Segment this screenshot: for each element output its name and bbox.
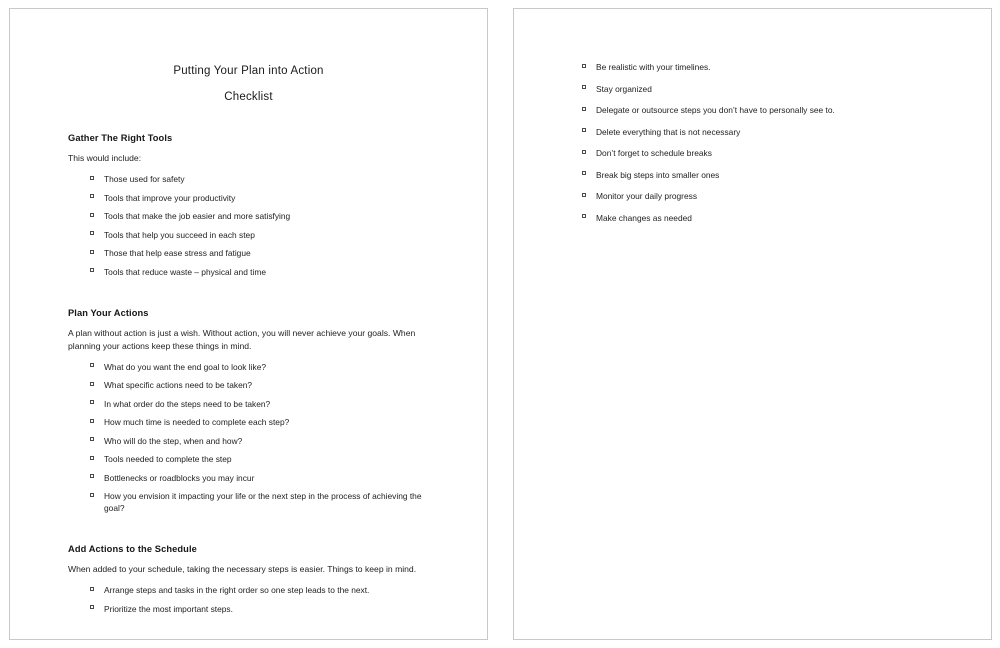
document-page-2[interactable] [513, 8, 992, 640]
list-item-text: Who will do the step, when and how? [104, 435, 243, 446]
list-item [90, 416, 439, 428]
list-item [90, 266, 439, 278]
square-bullet-icon [90, 268, 94, 272]
square-bullet-icon [90, 213, 94, 217]
list-item [582, 83, 926, 95]
square-bullet-icon [90, 605, 94, 609]
list-item [582, 190, 926, 202]
list-item [582, 61, 926, 73]
list-item [90, 490, 439, 514]
list-item [90, 192, 439, 204]
list-item-text: Prioritize the most important steps. [104, 603, 233, 614]
section-heading: Gather The Right Tools [68, 133, 173, 143]
list-item [90, 398, 439, 410]
list-item [90, 361, 439, 373]
list-item [90, 379, 439, 391]
square-bullet-icon [582, 193, 586, 197]
square-bullet-icon [582, 64, 586, 68]
section-heading: Add Actions to the Schedule [68, 544, 197, 554]
list-item [90, 472, 439, 484]
square-bullet-icon [582, 214, 586, 218]
square-bullet-icon [90, 176, 94, 180]
section-plan-your-actions [68, 308, 439, 515]
square-bullet-icon [90, 419, 94, 423]
list-item [582, 147, 926, 159]
checklist-items [68, 173, 439, 278]
document-page-1[interactable] [9, 8, 488, 640]
list-item-text: How you envision it impacting your life or the next step in the process of achieving the goal? [104, 491, 422, 513]
list-item [582, 212, 926, 224]
list-item [90, 584, 439, 596]
page-2-content [514, 61, 991, 640]
list-item-text: Tools that improve your productivity [104, 192, 236, 203]
list-item-text: Tools that make the job easier and more satisfying [104, 211, 291, 221]
checklist-items [582, 61, 951, 224]
square-bullet-icon [90, 456, 94, 460]
checklist-items [68, 584, 439, 615]
square-bullet-icon [90, 194, 94, 198]
list-item [90, 173, 439, 185]
list-item [90, 603, 439, 615]
list-item-text: Delegate or outsource steps you don’t have to personally see to. [596, 105, 835, 115]
list-item [582, 169, 926, 181]
list-item-text: What do you want the end goal to look like? [104, 361, 267, 372]
square-bullet-icon [90, 363, 94, 367]
document-title-line-1: Putting Your Plan into Action [173, 65, 324, 77]
square-bullet-icon [90, 437, 94, 441]
list-item-text: Those used for safety [104, 174, 185, 184]
list-item-text: In what order do the steps need to be taken? [104, 398, 271, 409]
list-item [90, 247, 439, 259]
list-item [582, 126, 926, 138]
list-item-text: Tools that reduce waste – physical and time [104, 266, 267, 277]
list-item [90, 435, 439, 447]
section-heading: Plan Your Actions [68, 307, 149, 318]
page-1-content [10, 65, 487, 640]
square-bullet-icon [90, 474, 94, 478]
list-item-text: Arrange steps and tasks in the right order so one step leads to the next. [104, 585, 370, 595]
square-bullet-icon [90, 382, 94, 386]
section-gather-the-right-tools [68, 133, 439, 278]
list-item-text: Stay organized [596, 83, 652, 94]
list-item-text: How much time is needed to complete each step? [104, 417, 290, 427]
list-item-text: Bottlenecks or roadblocks you may incur [104, 472, 255, 483]
list-item [90, 453, 439, 465]
square-bullet-icon [90, 587, 94, 591]
list-item [582, 104, 926, 116]
list-item-text: Delete everything that is not necessary [596, 126, 741, 137]
square-bullet-icon [90, 400, 94, 404]
list-item-text: Be realistic with your timelines. [596, 62, 711, 72]
list-item [90, 229, 439, 241]
section-intro: When added to your schedule, taking the necessary steps is easier. Things to keep in mind. [68, 564, 417, 574]
list-item-text: What specific actions need to be taken? [104, 380, 253, 390]
list-item-text: Don’t forget to schedule breaks [596, 148, 712, 158]
list-item [90, 210, 439, 222]
square-bullet-icon [582, 171, 586, 175]
document-title-line-2: Checklist [224, 91, 273, 103]
continued-checklist [582, 61, 951, 224]
square-bullet-icon [582, 85, 586, 89]
list-item-text: Make changes as needed [596, 212, 692, 223]
square-bullet-icon [90, 231, 94, 235]
square-bullet-icon [582, 128, 586, 132]
list-item-text: Break big steps into smaller ones [596, 169, 720, 180]
square-bullet-icon [582, 150, 586, 154]
list-item-text: Monitor your daily progress [596, 191, 698, 201]
list-item-text: Tools needed to complete the step [104, 454, 232, 464]
section-intro: A plan without action is just a wish. Without action, you will never achieve your goals. When planning your actions keep these things in mind. [68, 327, 416, 351]
square-bullet-icon [582, 107, 586, 111]
list-item-text: Those that help ease stress and fatigue [104, 248, 251, 258]
checklist-items [68, 361, 439, 515]
square-bullet-icon [90, 250, 94, 254]
section-intro: This would include: [68, 153, 142, 163]
section-add-actions-to-the-schedule [68, 544, 439, 615]
list-item-text: Tools that help you succeed in each step [104, 229, 255, 240]
square-bullet-icon [90, 493, 94, 497]
